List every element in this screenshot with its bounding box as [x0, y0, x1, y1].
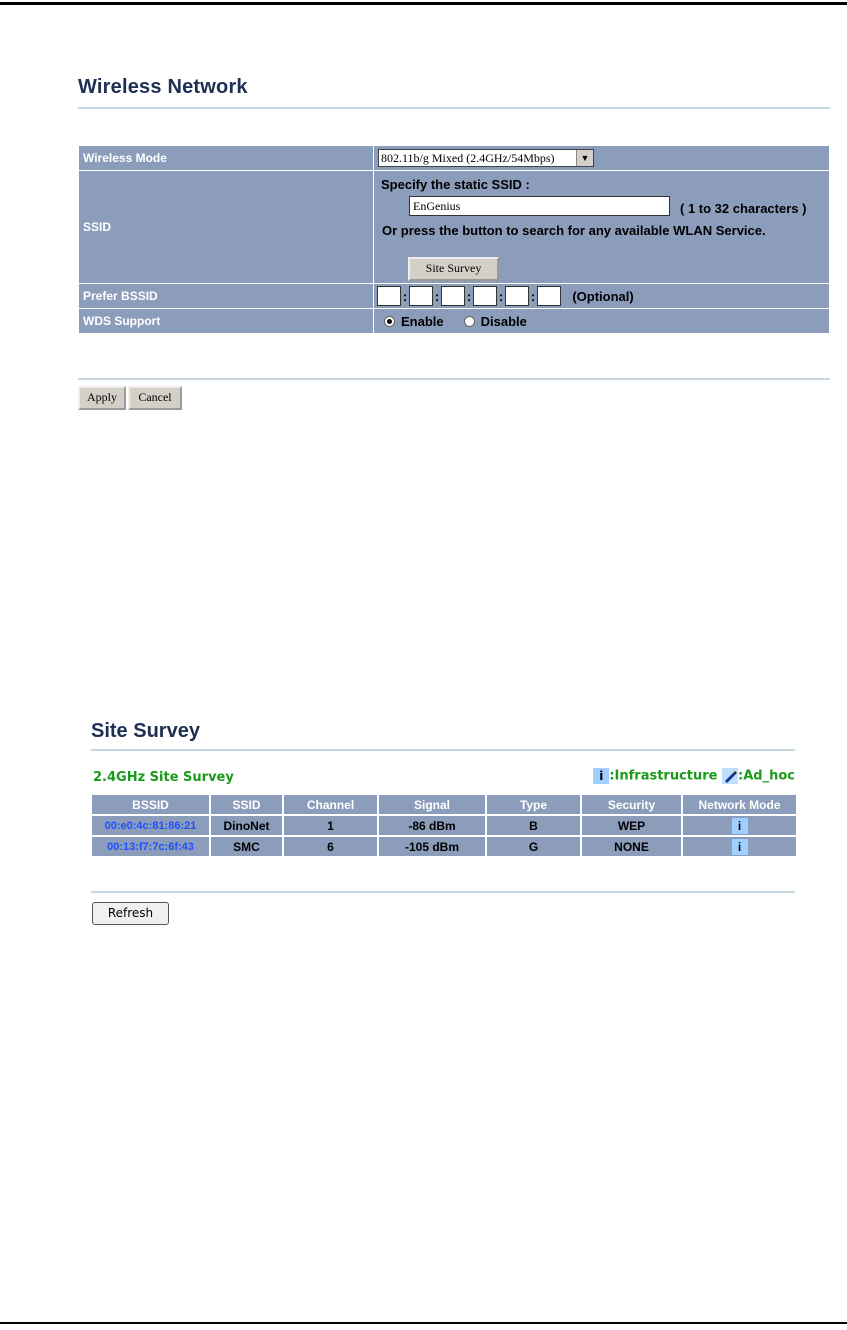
ssid-cell: SMC	[210, 836, 283, 857]
infrastructure-legend-label: :Infrastructure	[609, 768, 718, 784]
apply-button[interactable]: Apply	[78, 386, 126, 410]
ssid-label: SSID	[79, 171, 374, 284]
bssid-octet-3[interactable]	[441, 286, 465, 306]
ssid-search-hint: Or press the button to search for any available WLAN Service.	[382, 223, 766, 238]
cancel-button[interactable]: Cancel	[128, 386, 182, 410]
wds-enable-label: Enable	[401, 313, 444, 329]
bssid-octet-2[interactable]	[409, 286, 433, 306]
bssid-optional-note: (Optional)	[572, 288, 634, 304]
bssid-link[interactable]: 00:e0:4c:81:86:21	[91, 815, 210, 836]
ssid-row	[79, 171, 830, 284]
title-divider	[78, 107, 830, 109]
page-top-rule	[0, 2, 847, 5]
form-divider	[91, 891, 795, 893]
column-header: Network Mode	[682, 794, 797, 815]
bssid-octet-6[interactable]	[537, 286, 561, 306]
wireless-settings-table	[78, 145, 830, 334]
wireless-network-title: Wireless Network	[78, 76, 248, 98]
security-cell: WEP	[581, 815, 682, 836]
page-bottom-rule	[0, 1322, 847, 1324]
chevron-down-icon[interactable]: ▼	[576, 150, 593, 166]
title-divider	[91, 749, 795, 751]
ssid-spec-label: Specify the static SSID :	[381, 177, 530, 192]
bssid-octet-1[interactable]	[377, 286, 401, 306]
refresh-button[interactable]: Refresh	[92, 902, 169, 925]
site-survey-subtitle: 2.4GHz Site Survey	[93, 770, 234, 785]
ssid-cell: DinoNet	[210, 815, 283, 836]
column-header: SSID	[210, 794, 283, 815]
adhoc-legend-label: :Ad_hoc	[738, 768, 795, 784]
column-header: Signal	[378, 794, 486, 815]
type-cell: G	[486, 836, 581, 857]
signal-cell: -105 dBm	[378, 836, 486, 857]
column-header: Security	[581, 794, 682, 815]
channel-cell: 1	[283, 815, 378, 836]
table-header-row	[91, 794, 797, 815]
channel-cell: 6	[283, 836, 378, 857]
bssid-link[interactable]: 00:13:f7:7c:6f:43	[91, 836, 210, 857]
network-mode-cell	[682, 836, 797, 857]
bssid-octet-4[interactable]	[473, 286, 497, 306]
wds-support-row	[79, 309, 830, 334]
form-divider	[78, 378, 830, 380]
wds-disable-label: Disable	[480, 313, 527, 329]
prefer-bssid-row: Prefer BSSID : : : : : (Optional)	[79, 284, 830, 309]
infrastructure-icon: i	[732, 839, 748, 855]
site-survey-title: Site Survey	[91, 720, 200, 742]
prefer-bssid-label: Prefer BSSID	[79, 284, 374, 309]
table-row	[91, 815, 797, 836]
infrastructure-icon: i	[593, 768, 609, 784]
network-mode-cell	[682, 815, 797, 836]
site-survey-button[interactable]: Site Survey	[408, 257, 499, 281]
adhoc-icon	[722, 768, 738, 784]
column-header: Type	[486, 794, 581, 815]
bssid-octet-5[interactable]	[505, 286, 529, 306]
wds-disable-radio[interactable]	[464, 316, 475, 327]
ssid-range-hint: ( 1 to 32 characters )	[680, 201, 807, 216]
wireless-mode-select[interactable]	[378, 149, 594, 167]
site-survey-table	[90, 793, 798, 858]
column-header: BSSID	[91, 794, 210, 815]
ssid-input[interactable]	[409, 196, 670, 216]
security-cell: NONE	[581, 836, 682, 857]
type-cell: B	[486, 815, 581, 836]
wds-support-label: WDS Support	[79, 309, 374, 334]
wireless-mode-value: 802.11b/g Mixed (2.4GHz/54Mbps)	[381, 151, 555, 165]
network-mode-legend	[593, 768, 795, 784]
wireless-mode-label: Wireless Mode	[79, 146, 374, 171]
wds-enable-radio[interactable]	[384, 316, 395, 327]
infrastructure-icon: i	[732, 818, 748, 834]
signal-cell: -86 dBm	[378, 815, 486, 836]
wireless-mode-row	[79, 146, 830, 171]
table-row	[91, 836, 797, 857]
column-header: Channel	[283, 794, 378, 815]
